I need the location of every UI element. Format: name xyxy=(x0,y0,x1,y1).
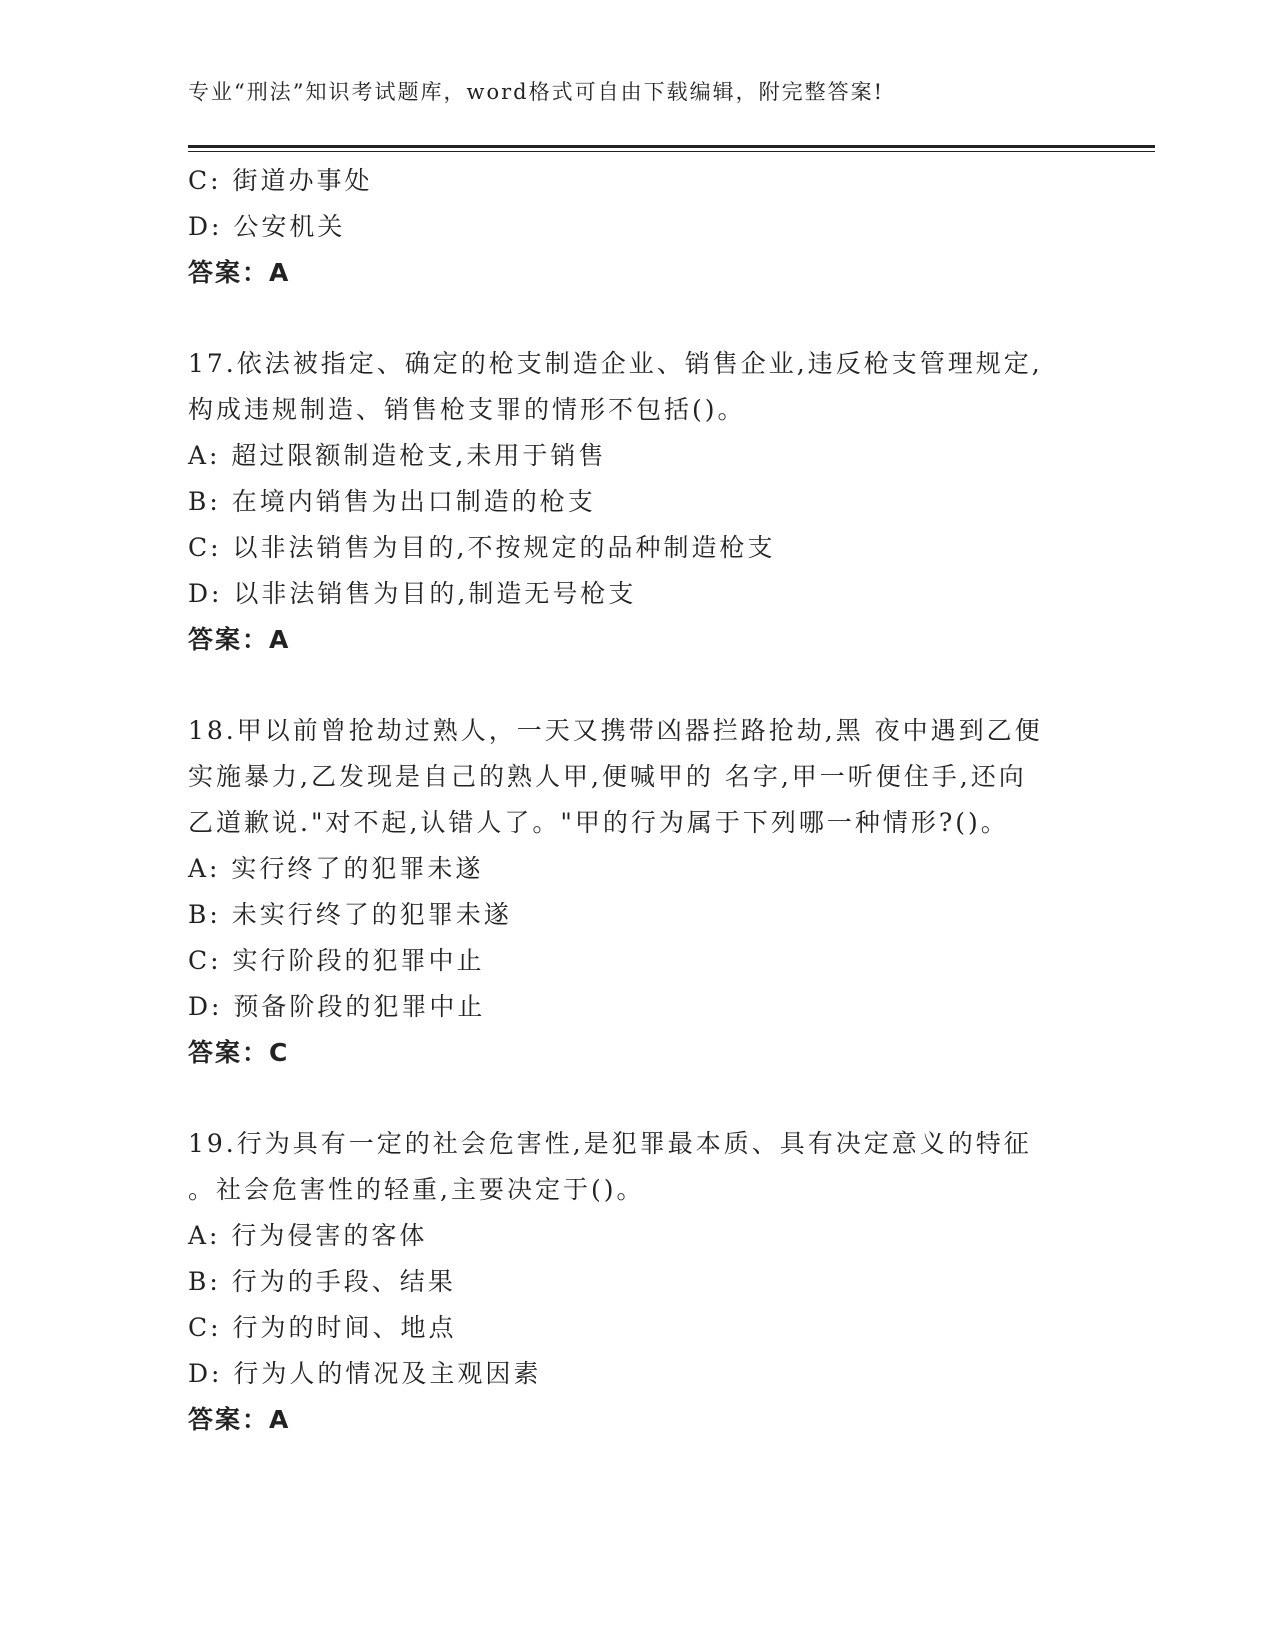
option-c: C: 街道办事处 xyxy=(188,166,373,195)
question-block-17 xyxy=(188,341,1088,663)
spacer xyxy=(188,296,1088,341)
option-c: C: 以非法销售为目的,不按规定的品种制造枪支 xyxy=(188,533,776,562)
header-divider-thin xyxy=(188,151,1155,152)
header-divider-thick xyxy=(188,145,1155,148)
option-d: D: 预备阶段的犯罪中止 xyxy=(188,992,486,1021)
option-a: A: 实行终了的犯罪未遂 xyxy=(188,854,484,883)
question-stem-line: 18.甲以前曾抢劫过熟人，一天又携带凶器拦路抢劫,黑 夜中遇到乙便 xyxy=(188,716,1043,745)
question-stem-line: 乙道歉说."对不起,认错人了。"甲的行为属于下列哪一种情形?()。 xyxy=(188,808,1009,837)
question-stem-line: 。社会危害性的轻重,主要决定于()。 xyxy=(188,1175,645,1204)
option-b: B: 在境内销售为出口制造的枪支 xyxy=(188,487,596,516)
option-d: D: 以非法销售为目的,制造无号枪支 xyxy=(188,579,637,608)
option-d: D: 公安机关 xyxy=(188,212,346,241)
question-block-18 xyxy=(188,708,1088,1076)
answer-line: 答案：A xyxy=(188,258,291,287)
question-stem-line: 实施暴力,乙发现是自己的熟人甲,便喊甲的 名字,甲一听便住手,还向 xyxy=(188,762,1027,791)
option-a: A: 行为侵害的客体 xyxy=(188,1221,428,1250)
option-c: C: 实行阶段的犯罪中止 xyxy=(188,946,485,975)
question-stem-line: 19.行为具有一定的社会危害性,是犯罪最本质、具有决定意义的特征 xyxy=(188,1129,1032,1158)
option-c: C: 行为的时间、地点 xyxy=(188,1313,457,1342)
question-stem-line: 构成违规制造、销售枪支罪的情形不包括()。 xyxy=(188,395,746,424)
answer-line: 答案：A xyxy=(188,625,291,654)
spacer xyxy=(188,1076,1088,1121)
option-d: D: 行为人的情况及主观因素 xyxy=(188,1359,542,1388)
option-b: B: 行为的手段、结果 xyxy=(188,1267,456,1296)
page-header: 专业“刑法”知识考试题库，word格式可自由下载编辑，附完整答案! xyxy=(188,80,885,104)
answer-line: 答案：C xyxy=(188,1038,290,1067)
option-a: A: 超过限额制造枪支,未用于销售 xyxy=(188,441,607,470)
question-block-16 xyxy=(188,158,1088,296)
spacer xyxy=(188,663,1088,708)
question-block-19 xyxy=(188,1121,1088,1443)
question-list xyxy=(188,158,1088,1443)
question-stem-line: 17.依法被指定、确定的枪支制造企业、销售企业,违反枪支管理规定, xyxy=(188,349,1043,378)
option-b: B: 未实行终了的犯罪未遂 xyxy=(188,900,512,929)
answer-line: 答案：A xyxy=(188,1405,291,1434)
